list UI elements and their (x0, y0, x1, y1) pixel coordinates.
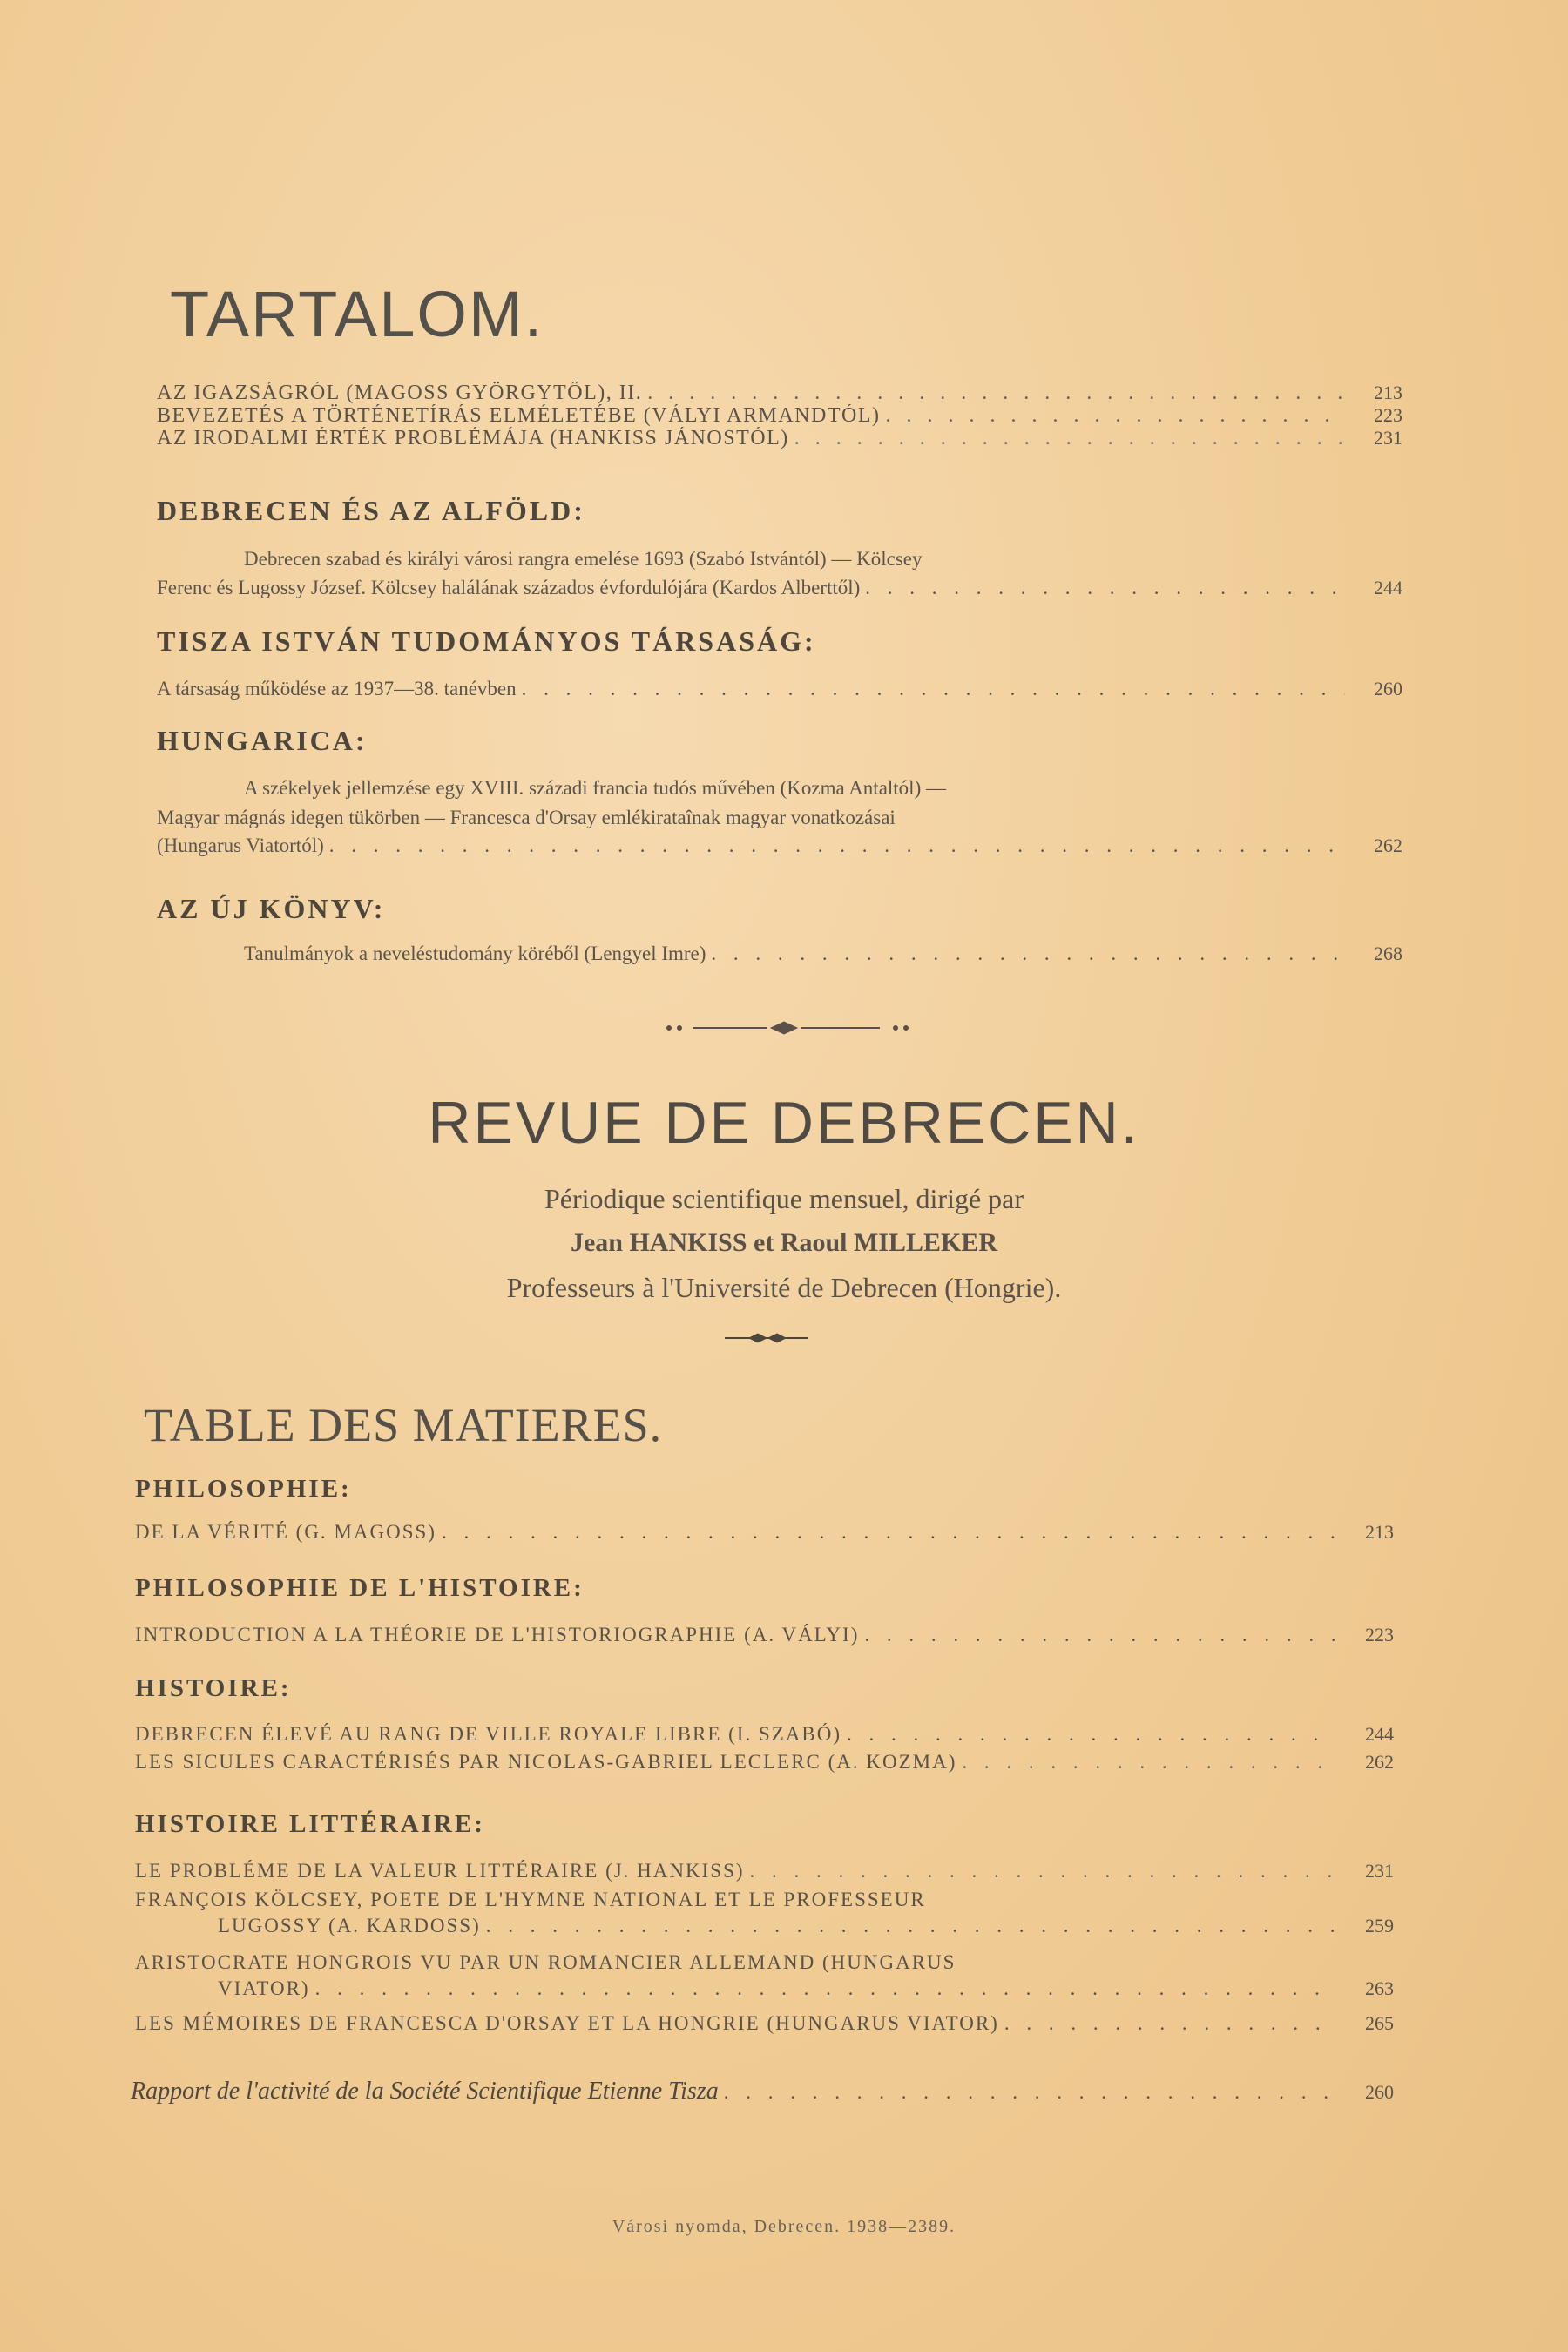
histoire-entry-2: LES SICULES CARACTÉRISÉS PAR NICOLAS-GABRIEL LECLERC (A. KOZMA) (135, 1751, 957, 1773)
heading-philo-histoire: PHILOSOPHIE DE L'HISTOIRE: (135, 1574, 585, 1602)
litteraire-row-1 (135, 1860, 1394, 1882)
litteraire-entry-3a: ARISTOCRATE HONGROIS VU PAR UN ROMANCIER ALLEMAND (HUNGARUS (135, 1951, 956, 1973)
toc-entry-page: 213 (1374, 382, 1402, 403)
litteraire-row-2 (218, 1915, 1394, 1937)
table-title: TABLE DES MATIERES. (144, 1399, 663, 1451)
toc-entry-text: AZ IRODALMI ÉRTÉK PROBLÉMÁJA (HANKISS JÁNOSTÓL) (157, 427, 789, 449)
konyv-page: 268 (1374, 943, 1402, 964)
hungarica-body (157, 774, 1342, 833)
ornament-divider-icon (662, 1015, 915, 1041)
tisza-page: 260 (1374, 678, 1402, 700)
heading-litteraire: HISTOIRE LITTÉRAIRE: (135, 1810, 485, 1838)
small-divider-icon (723, 1331, 810, 1345)
litteraire-page-3: 263 (1365, 1977, 1394, 1999)
litteraire-entry-2a: FRANÇOIS KÖLCSEY, POETE DE L'HYMNE NATIONAL ET LE PROFESSEUR (135, 1889, 926, 1910)
section-debrecen-body (157, 544, 1342, 574)
section-heading-konyv: AZ ÚJ KÖNYV: (157, 893, 386, 924)
section-heading-hungarica: HUNGARICA: (157, 725, 368, 756)
litteraire-entry-3b: VIATOR) (218, 1977, 310, 1999)
hungarica-line2: Magyar mágnás idegen tükörben — Francesca d'Orsay emlékirataînak magyar vonatkozásai (157, 807, 896, 828)
debrecen-line2-row (157, 577, 1402, 599)
histoire-page-2: 262 (1365, 1751, 1394, 1773)
tisza-row (157, 678, 1402, 700)
heading-histoire: HISTOIRE: (135, 1674, 292, 1702)
revue-line1: Périodique scientifique mensuel, dirigé par (544, 1183, 1024, 1214)
philo-histoire-entry: INTRODUCTION A LA THÉORIE DE L'HISTORIOGRAPHIE (A. VÁLYI) (135, 1624, 860, 1646)
hungarica-line3-row (157, 835, 1402, 857)
revue-line2: Jean HANKISS et Raoul MILLEKER (570, 1228, 998, 1257)
revue-line3: Professeurs à l'Université de Debrecen (Hongrie). (506, 1272, 1062, 1303)
philosophie-row (135, 1521, 1394, 1544)
contents-title: TARTALOM. (170, 278, 544, 350)
hungarica-line1: A székelyek jellemzése egy XVIII. századi francia tudós művében (Kozma Antaltól) — (244, 777, 946, 799)
toc-entry (157, 382, 1402, 404)
philosophie-entry: DE LA VÉRITÉ (G. MAGOSS) (135, 1521, 436, 1543)
tisza-line: A társaság működése az 1937—38. tanévben (157, 678, 517, 700)
litteraire-page-2: 259 (1365, 1915, 1394, 1936)
revue-title: REVUE DE DEBRECEN. (428, 1090, 1140, 1156)
toc-entry (157, 404, 1402, 427)
litteraire-row-4 (135, 2012, 1394, 2035)
konyv-row (244, 943, 1402, 965)
toc-entry-text: BEVEZETÉS A TÖRTÉNETÍRÁS ELMÉLETÉBE (VÁLYI ARMANDTÓL) (157, 404, 881, 427)
histoire-row-1 (135, 1723, 1394, 1746)
rapport-row (131, 2078, 1394, 2105)
heading-philosophie: PHILOSOPHIE: (135, 1475, 352, 1503)
philo-histoire-page: 223 (1365, 1624, 1394, 1646)
konyv-line: Tanulmányok a neveléstudomány köréből (Lengyel Imre) (244, 943, 706, 964)
philosophie-page: 213 (1365, 1521, 1394, 1543)
histoire-page-1: 244 (1365, 1723, 1394, 1745)
rapport-page: 260 (1365, 2081, 1394, 2103)
imprint: Városi nyomda, Debrecen. 1938—2389. (612, 2217, 956, 2236)
litteraire-page-4: 265 (1365, 2012, 1394, 2034)
hungarica-line3: (Hungarus Viatortól) (157, 835, 324, 856)
rapport-text: Rapport de l'activité de la Société Scientifique Etienne Tisza (131, 2078, 719, 2105)
philo-histoire-row (135, 1624, 1394, 1646)
debrecen-line2: Ferenc és Lugossy József. Kölcsey halálának százados évfordulójára (Kardos Alberttől) (157, 577, 861, 598)
section-heading-tisza: TISZA ISTVÁN TUDOMÁNYOS TÁRSASÁG: (157, 625, 816, 657)
histoire-row-2 (135, 1751, 1394, 1774)
litteraire-entry-1: LE PROBLÉME DE LA VALEUR LITTÉRAIRE (J. HANKISS) (135, 1860, 745, 1882)
top-entries (157, 382, 1402, 449)
toc-entry-page: 223 (1374, 404, 1402, 426)
debrecen-line1: Debrecen szabad és királyi városi rangra emelése 1693 (Szabó Istvántól) — Kölcsey (244, 548, 923, 570)
toc-entry-page: 231 (1374, 427, 1402, 449)
litteraire-entry-4: LES MÉMOIRES DE FRANCESCA D'ORSAY ET LA HONGRIE (HUNGARUS VIATOR) (135, 2012, 999, 2034)
litteraire-entry-2b: LUGOSSY (A. KARDOSS) (218, 1915, 481, 1936)
section-heading-debrecen: DEBRECEN ÉS AZ ALFÖLD: (157, 495, 585, 526)
toc-entry-text: AZ IGAZSÁGRÓL (MAGOSS GYÖRGYTŐL), II. (157, 382, 643, 404)
hungarica-page: 262 (1374, 835, 1402, 856)
debrecen-page: 244 (1374, 577, 1402, 598)
toc-entry (157, 427, 1402, 449)
litteraire-row-3 (218, 1977, 1394, 2000)
histoire-entry-1: DEBRECEN ÉLEVÉ AU RANG DE VILLE ROYALE LIBRE (I. SZABÓ) (135, 1723, 842, 1745)
litteraire-page-1: 231 (1365, 1860, 1394, 1882)
